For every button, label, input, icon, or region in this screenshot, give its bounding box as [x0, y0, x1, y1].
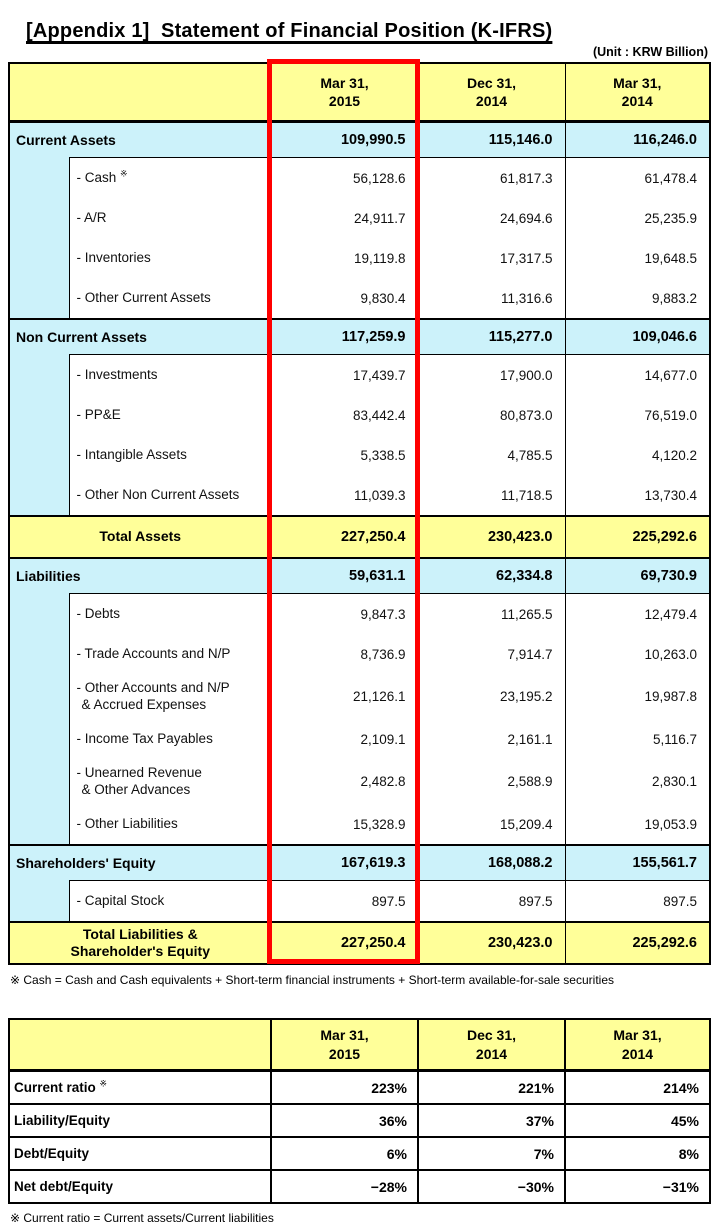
cell-value: 25,235.9	[565, 198, 710, 238]
cell-value: 23,195.2	[418, 674, 565, 719]
cell-label	[69, 158, 271, 199]
balance-sheet-table	[8, 62, 711, 965]
page	[0, 20, 717, 1225]
label-text: - Cash	[76, 169, 117, 185]
section-strip	[9, 238, 69, 278]
cell-label	[69, 674, 271, 719]
cell-label: Net debt/Equity	[9, 1170, 271, 1203]
cell-value: 2,482.8	[271, 759, 418, 804]
cell-value: 168,088.2	[418, 845, 565, 881]
section-strip	[9, 674, 69, 719]
row-income-tax-payables	[9, 719, 710, 759]
cell-value: 7%	[418, 1137, 565, 1170]
cell-label: - Capital Stock	[69, 881, 271, 923]
cell-value: −30%	[418, 1170, 565, 1203]
cell-label: - Inventories	[69, 238, 271, 278]
cell-value: 2,161.1	[418, 719, 565, 759]
cell-value: 80,873.0	[418, 395, 565, 435]
cell-value: 61,478.4	[565, 158, 710, 199]
cell-label: - Intangible Assets	[69, 435, 271, 475]
cell-value: 7,914.7	[418, 634, 565, 674]
cell-value: 76,519.0	[565, 395, 710, 435]
cell-value: 14,677.0	[565, 355, 710, 396]
cell-value: 167,619.3	[271, 845, 418, 881]
period-header-row	[9, 1019, 710, 1071]
cell-value: 19,987.8	[565, 674, 710, 719]
corner-cell	[9, 1019, 271, 1071]
period-line1: Dec 31,	[466, 1027, 517, 1044]
section-strip	[9, 881, 69, 923]
footnote-cash: ※ Cash = Cash and Cash equivalents + Short-term financial instruments + Short-term available-for-sale securities	[10, 973, 614, 987]
cell-value: 225,292.6	[565, 516, 710, 558]
row-other-liabilities	[9, 804, 710, 845]
cell-value: 115,146.0	[418, 122, 565, 158]
cell-value: 5,338.5	[271, 435, 418, 475]
cell-label: Current Assets	[9, 122, 271, 158]
row-debts	[9, 594, 710, 635]
period-header-dec2014	[418, 1019, 565, 1071]
row-ar	[9, 198, 710, 238]
cell-label: Debt/Equity	[9, 1137, 271, 1170]
corner-cell	[9, 63, 271, 122]
row-intangible-assets	[9, 435, 710, 475]
period-line1: Mar 31,	[613, 74, 662, 91]
row-debt-equity	[9, 1137, 710, 1170]
cell-label: Non Current Assets	[9, 319, 271, 355]
cell-value: 227,250.4	[271, 922, 418, 964]
cell-value: 897.5	[565, 881, 710, 923]
row-liability-equity	[9, 1104, 710, 1137]
balance-sheet-wrapper	[8, 62, 709, 965]
section-strip	[9, 355, 69, 396]
ratio-table	[8, 1018, 711, 1204]
period-header-mar2014	[565, 1019, 710, 1071]
cell-value: 17,439.7	[271, 355, 418, 396]
section-strip	[9, 395, 69, 435]
cell-value: 12,479.4	[565, 594, 710, 635]
period-line1: Mar 31,	[320, 1027, 369, 1044]
cell-label: - Investments	[69, 355, 271, 396]
row-shareholders-equity	[9, 845, 710, 881]
cell-value: −28%	[271, 1170, 418, 1203]
section-strip	[9, 158, 69, 199]
cell-label: - Income Tax Payables	[69, 719, 271, 759]
period-line2: 2014	[475, 1045, 508, 1062]
period-line1: Mar 31,	[320, 74, 369, 91]
cell-label: Liability/Equity	[9, 1104, 271, 1137]
section-strip	[9, 634, 69, 674]
cell-value: 6%	[271, 1137, 418, 1170]
cell-label: Total Assets	[9, 516, 271, 558]
cell-value: 2,109.1	[271, 719, 418, 759]
cell-value: 13,730.4	[565, 475, 710, 516]
label-line2: Shareholder's Equity	[70, 943, 210, 959]
cell-label: - Other Liabilities	[69, 804, 271, 845]
cell-value: 4,785.5	[418, 435, 565, 475]
cell-value: 2,830.1	[565, 759, 710, 804]
cell-value: 897.5	[418, 881, 565, 923]
cell-label: - Other Current Assets	[69, 278, 271, 319]
row-investments	[9, 355, 710, 396]
label-text: Current ratio	[14, 1080, 96, 1095]
cell-value: 2,588.9	[418, 759, 565, 804]
cell-value: 11,265.5	[418, 594, 565, 635]
cell-value: 116,246.0	[565, 122, 710, 158]
unit-label: (Unit : KRW Billion)	[592, 45, 708, 59]
period-line2: 2014	[475, 93, 508, 109]
cell-value: 9,883.2	[565, 278, 710, 319]
label-line1: - Other Accounts and N/P	[76, 679, 230, 695]
cell-value: 21,126.1	[271, 674, 418, 719]
period-header-mar2015	[271, 63, 418, 122]
ratio-table-wrapper	[8, 1018, 709, 1204]
cell-label: Liabilities	[9, 558, 271, 594]
row-current-assets	[9, 122, 710, 158]
row-total-assets	[9, 516, 710, 558]
cell-value: 83,442.4	[271, 395, 418, 435]
row-non-current-assets	[9, 319, 710, 355]
period-line2: 2014	[621, 1045, 654, 1062]
cell-label	[9, 922, 271, 964]
cell-value: 109,046.6	[565, 319, 710, 355]
period-header-row	[9, 63, 710, 122]
cell-value: 230,423.0	[418, 516, 565, 558]
cell-value: 117,259.9	[271, 319, 418, 355]
row-liabilities	[9, 558, 710, 594]
cell-value: 45%	[565, 1104, 710, 1137]
cell-value: 109,990.5	[271, 122, 418, 158]
period-line2: 2015	[328, 93, 361, 109]
cell-value: −31%	[565, 1170, 710, 1203]
cell-value: 37%	[418, 1104, 565, 1137]
label-line2: & Other Advances	[81, 781, 191, 797]
cell-value: 15,328.9	[271, 804, 418, 845]
row-other-accounts	[9, 674, 710, 719]
period-header-mar2015	[271, 1019, 418, 1071]
label-line1: - Unearned Revenue	[76, 764, 202, 780]
section-strip	[9, 198, 69, 238]
cell-label: - PP&E	[69, 395, 271, 435]
row-inventories	[9, 238, 710, 278]
cell-label	[9, 1071, 271, 1105]
period-line1: Mar 31,	[613, 1027, 662, 1044]
cell-value: 17,317.5	[418, 238, 565, 278]
period-line2: 2015	[328, 1045, 361, 1062]
section-strip	[9, 759, 69, 804]
cell-value: 155,561.7	[565, 845, 710, 881]
cell-value: 69,730.9	[565, 558, 710, 594]
cell-value: 5,116.7	[565, 719, 710, 759]
row-ppe	[9, 395, 710, 435]
footnote-current-ratio: ※ Current ratio = Current assets/Current liabilities	[10, 1211, 274, 1225]
cell-value: 227,250.4	[271, 516, 418, 558]
cell-label: - Debts	[69, 594, 271, 635]
cell-value: 223%	[271, 1071, 418, 1105]
cell-value: 19,648.5	[565, 238, 710, 278]
cell-value: 11,316.6	[418, 278, 565, 319]
cell-label: - Trade Accounts and N/P	[69, 634, 271, 674]
section-strip	[9, 719, 69, 759]
cell-value: 59,631.1	[271, 558, 418, 594]
cell-value: 9,830.4	[271, 278, 418, 319]
cell-value: 221%	[418, 1071, 565, 1105]
row-trade-accounts	[9, 634, 710, 674]
row-other-current-assets	[9, 278, 710, 319]
cell-value: 61,817.3	[418, 158, 565, 199]
row-other-non-current-assets	[9, 475, 710, 516]
cell-value: 214%	[565, 1071, 710, 1105]
row-cash	[9, 158, 710, 199]
row-unearned-revenue	[9, 759, 710, 804]
row-total-liabilities-equity	[9, 922, 710, 964]
page-title: [Appendix 1] Statement of Financial Position (K-IFRS)	[26, 20, 553, 42]
cell-value: 10,263.0	[565, 634, 710, 674]
section-strip	[9, 475, 69, 516]
cell-value: 56,128.6	[271, 158, 418, 199]
period-line2: 2014	[621, 93, 653, 109]
section-strip	[9, 278, 69, 319]
footnote-ref-icon: ※	[120, 168, 128, 179]
cell-value: 11,718.5	[418, 475, 565, 516]
label-line1: Total Liabilities &	[82, 925, 198, 942]
cell-value: 230,423.0	[418, 922, 565, 964]
row-capital-stock	[9, 881, 710, 923]
cell-value: 17,900.0	[418, 355, 565, 396]
cell-value: 8%	[565, 1137, 710, 1170]
label-line2: & Accrued Expenses	[81, 696, 207, 712]
cell-label: - A/R	[69, 198, 271, 238]
period-line1: Dec 31,	[466, 74, 517, 91]
cell-value: 19,053.9	[565, 804, 710, 845]
period-header-mar2014	[565, 63, 710, 122]
cell-value: 36%	[271, 1104, 418, 1137]
cell-value: 115,277.0	[418, 319, 565, 355]
section-strip	[9, 435, 69, 475]
cell-label	[69, 759, 271, 804]
row-current-ratio	[9, 1071, 710, 1105]
cell-value: 24,911.7	[271, 198, 418, 238]
cell-value: 897.5	[271, 881, 418, 923]
period-header-dec2014	[418, 63, 565, 122]
row-net-debt-equity	[9, 1170, 710, 1203]
cell-value: 15,209.4	[418, 804, 565, 845]
cell-value: 62,334.8	[418, 558, 565, 594]
cell-value: 225,292.6	[565, 922, 710, 964]
footnote-ref-icon: ※	[99, 1078, 108, 1089]
cell-value: 19,119.8	[271, 238, 418, 278]
cell-value: 8,736.9	[271, 634, 418, 674]
cell-label: Shareholders' Equity	[9, 845, 271, 881]
section-strip	[9, 804, 69, 845]
cell-value: 9,847.3	[271, 594, 418, 635]
cell-value: 11,039.3	[271, 475, 418, 516]
section-strip	[9, 594, 69, 635]
cell-label: - Other Non Current Assets	[69, 475, 271, 516]
cell-value: 24,694.6	[418, 198, 565, 238]
cell-value: 4,120.2	[565, 435, 710, 475]
